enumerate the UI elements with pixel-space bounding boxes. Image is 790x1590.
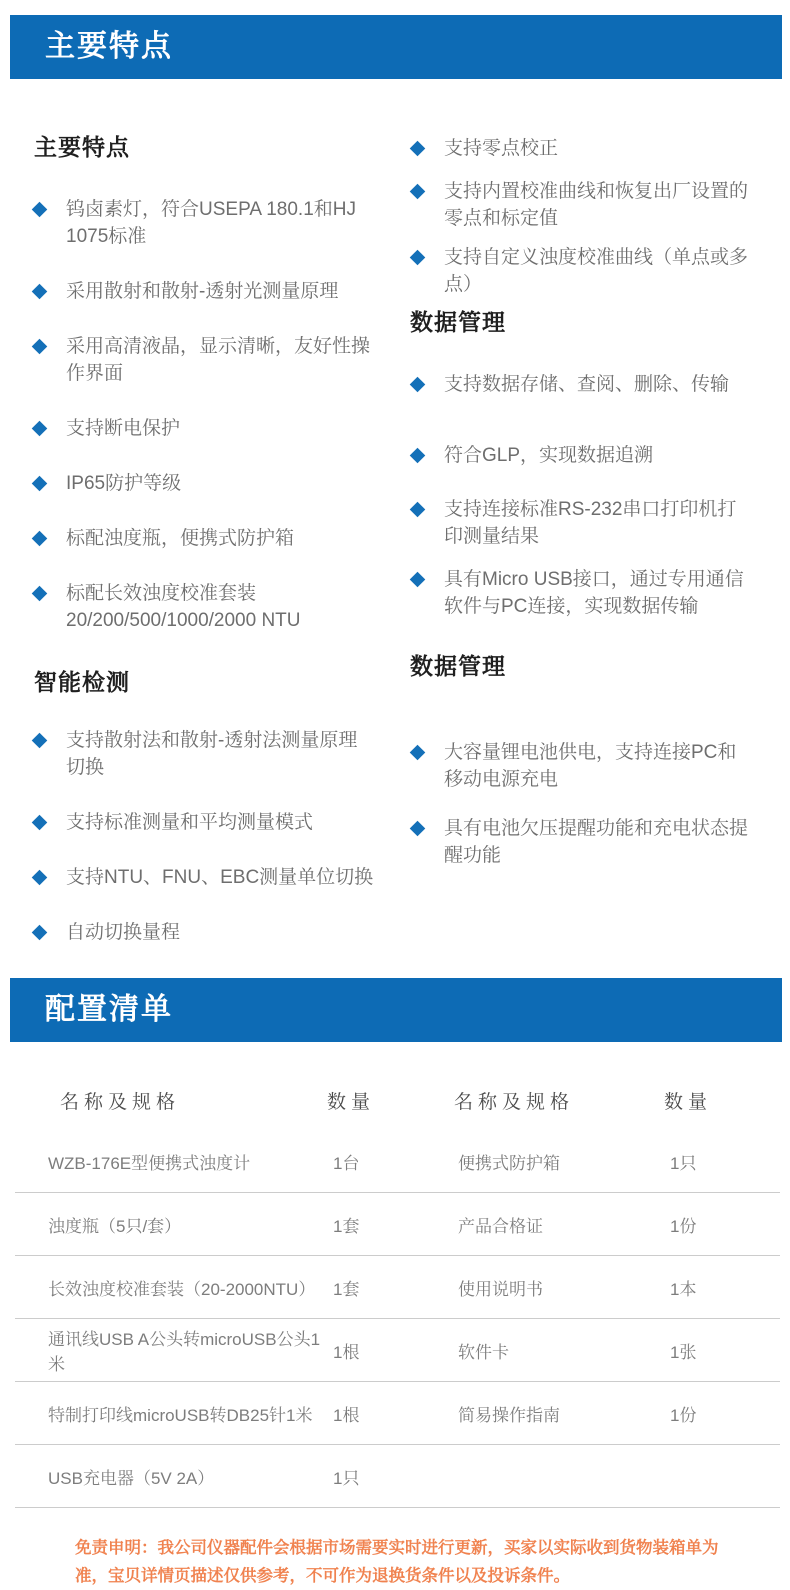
config-banner: [10, 978, 782, 1042]
item-qty: 1张: [670, 1342, 697, 1362]
item-qty: 1套: [333, 1216, 360, 1236]
column-header-qty-right: 数量: [664, 1091, 713, 1113]
feature-text: 支持数据存储、查阅、删除、传输: [444, 374, 730, 395]
item-name: 通讯线USB A公头转microUSB公头1米: [48, 1330, 321, 1374]
feature-group: [410, 135, 770, 298]
item-name: 便携式防护箱: [458, 1153, 560, 1173]
feature-item: [410, 244, 770, 298]
feature-item: [410, 496, 770, 550]
diamond-bullet-icon: [410, 141, 426, 157]
feature-text: 采用高清液晶，显示清晰，友好性操作界面: [66, 336, 371, 384]
item-qty: 1套: [333, 1279, 360, 1299]
feature-item: [32, 278, 410, 305]
table-row: [15, 1193, 780, 1256]
diamond-bullet-icon: [410, 572, 426, 588]
feature-text: 支持零点校正: [444, 138, 559, 159]
table-row: [15, 1382, 780, 1445]
product-detail-page: [0, 15, 790, 1585]
features-section: [0, 79, 790, 974]
feature-text: 采用散射和散射-透射光测量原理: [66, 281, 339, 302]
feature-item: [410, 178, 770, 232]
feature-text: 支持散射法和散射-透射法测量原理切换: [66, 730, 358, 778]
diamond-bullet-icon: [32, 733, 48, 749]
feature-item: [410, 815, 770, 869]
section-heading-main-features: 主要特点: [34, 134, 130, 160]
features-banner-title: 主要特点: [45, 30, 173, 63]
diamond-bullet-icon: [32, 284, 48, 300]
item-name: WZB-176E型便携式浊度计: [48, 1153, 251, 1173]
item-qty: 1本: [670, 1279, 697, 1299]
features-right-column: [410, 79, 770, 897]
item-qty: 1台: [333, 1153, 360, 1173]
diamond-bullet-icon: [32, 586, 48, 602]
section-heading-power-management: 数据管理: [410, 653, 506, 679]
item-name: USB充电器（5V 2A）: [48, 1468, 215, 1488]
feature-item: [32, 864, 410, 891]
feature-group: [410, 371, 770, 620]
column-header-qty-left: 数量: [327, 1091, 376, 1113]
feature-group: [32, 727, 410, 946]
feature-text: 钨卤素灯，符合USEPA 180.1和HJ 1075标准: [66, 199, 357, 247]
item-qty: 1根: [333, 1342, 360, 1362]
diamond-bullet-icon: [410, 745, 426, 761]
diamond-bullet-icon: [410, 250, 426, 266]
config-banner-title: 配置清单: [45, 993, 173, 1026]
feature-item: [410, 566, 770, 620]
section-heading-data-management: 数据管理: [410, 309, 506, 335]
feature-text: 支持断电保护: [66, 418, 181, 439]
feature-item: [32, 580, 410, 634]
table-row: [15, 1256, 780, 1319]
diamond-bullet-icon: [32, 476, 48, 492]
item-name: 软件卡: [458, 1342, 509, 1362]
table-row: [15, 1445, 780, 1508]
item-name: 浊度瓶（5只/套）: [48, 1216, 182, 1236]
diamond-bullet-icon: [410, 821, 426, 837]
features-banner: [10, 15, 782, 79]
feature-item: [32, 525, 410, 552]
table-row: [15, 1319, 780, 1382]
table-row: [15, 1130, 780, 1193]
feature-item: [410, 739, 770, 793]
feature-text: 支持连接标准RS-232串口打印机打印测量结果: [444, 499, 737, 547]
feature-text: 大容量锂电池供电，支持连接PC和移动电源充电: [444, 742, 737, 790]
item-qty: 1根: [333, 1405, 360, 1425]
item-qty: 1份: [670, 1216, 697, 1236]
feature-text: 符合GLP，实现数据追溯: [444, 445, 654, 466]
item-qty: 1份: [670, 1405, 697, 1425]
feature-item: [410, 371, 770, 398]
diamond-bullet-icon: [32, 815, 48, 831]
item-qty: 1只: [670, 1153, 697, 1173]
diamond-bullet-icon: [410, 377, 426, 393]
feature-text: 具有Micro USB接口，通过专用通信软件与PC连接，实现数据传输: [444, 569, 744, 617]
diamond-bullet-icon: [32, 202, 48, 218]
diamond-bullet-icon: [32, 870, 48, 886]
diamond-bullet-icon: [32, 531, 48, 547]
diamond-bullet-icon: [32, 339, 48, 355]
disclaimer-text: 免责申明：我公司仪器配件会根据市场需要实时进行更新，买家以实际收到货物装箱单为准，宝贝详情页描述仅供参考，不可作为退换货条件以及投诉条件。: [75, 1539, 719, 1585]
feature-text: 支持内置校准曲线和恢复出厂设置的零点和标定值: [444, 181, 749, 229]
diamond-bullet-icon: [410, 184, 426, 200]
column-header-name-right: 名称及规格: [454, 1091, 575, 1113]
feature-item: [32, 809, 410, 836]
item-name: 特制打印线microUSB转DB25针1米: [48, 1405, 313, 1425]
item-qty: 1只: [333, 1468, 360, 1488]
diamond-bullet-icon: [32, 421, 48, 437]
diamond-bullet-icon: [32, 925, 48, 941]
feature-item: [410, 442, 770, 469]
item-name: 使用说明书: [458, 1279, 543, 1299]
feature-item: [32, 727, 410, 781]
feature-text: IP65防护等级: [66, 473, 182, 494]
feature-group: [32, 196, 410, 634]
config-table-header: [15, 1070, 780, 1130]
feature-text: 标配长效浊度校准套装20/200/500/1000/2000 NTU: [66, 583, 301, 631]
item-name: 产品合格证: [458, 1216, 543, 1236]
item-name: 长效浊度校准套装（20-2000NTU）: [48, 1279, 316, 1299]
diamond-bullet-icon: [410, 502, 426, 518]
features-left-column: [32, 79, 410, 974]
feature-text: 支持自定义浊度校准曲线（单点或多点）: [444, 247, 749, 295]
feature-text: 支持NTU、FNU、EBC测量单位切换: [66, 867, 374, 888]
diamond-bullet-icon: [410, 448, 426, 464]
feature-item: [32, 196, 410, 250]
feature-item: [32, 415, 410, 442]
item-name: 简易操作指南: [458, 1405, 560, 1425]
feature-item: [410, 135, 770, 162]
feature-item: [32, 333, 410, 387]
feature-text: 支持标准测量和平均测量模式: [66, 812, 314, 833]
feature-text: 自动切换量程: [66, 922, 181, 943]
section-heading-smart-detection: 智能检测: [34, 669, 130, 695]
feature-item: [32, 470, 410, 497]
feature-group: [410, 739, 770, 869]
feature-text: 具有电池欠压提醒功能和充电状态提醒功能: [444, 818, 749, 866]
feature-text: 标配浊度瓶，便携式防护箱: [66, 528, 295, 549]
feature-item: [32, 919, 410, 946]
config-table: [15, 1070, 780, 1508]
column-header-name-left: 名称及规格: [60, 1091, 181, 1113]
